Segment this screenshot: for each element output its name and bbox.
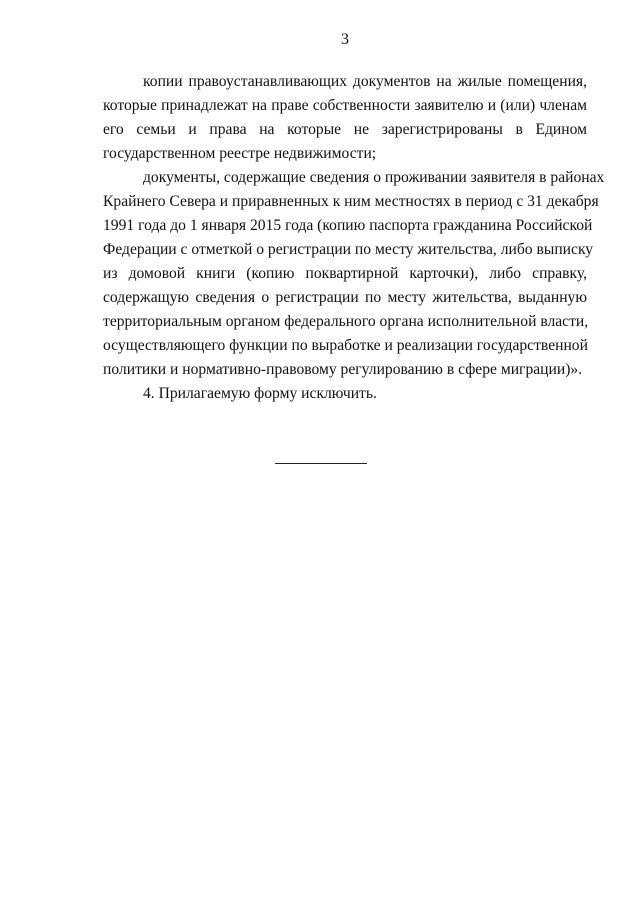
text-line: осуществляющего функции по выработке и реализации государственной [103,337,588,354]
text-line: территориальным органом федерального органа исполнительной власти, [103,313,589,330]
paragraph-1 [103,70,587,166]
text-line: 1991 года до 1 января 2015 года (копию паспорта гражданина Российской [103,217,593,234]
text-line: Федерации с отметкой о регистрации по месту жительства, либо выписку [103,241,594,258]
text-line: документы, содержащие сведения о проживании заявителя в районах [143,169,605,186]
text-line: 4. Прилагаемую форму исключить. [143,385,377,402]
document-body [103,70,605,406]
text-line: из домовой книги (копию поквартирной карточки), либо справку, [103,265,587,282]
closing-divider [275,463,367,464]
text-line: его семьи и права на которые не зарегистрированы в Едином [103,121,587,138]
text-line: копии правоустанавливающих документов на жилые помещения, [143,73,587,90]
text-line: политики и нормативно-правовому регулированию в сфере миграции)». [103,361,583,378]
page-number: 3 [341,31,349,48]
paragraph-2 [103,166,605,382]
text-line: государственном реестре недвижимости; [103,145,377,162]
paragraph-3 [103,382,587,406]
text-line: содержащую сведения о регистрации по месту жительства, выданную [103,289,587,306]
text-line: Крайнего Севера и приравненных к ним местностях в период с 31 декабря [103,193,599,210]
text-line: которые принадлежат на праве собственности заявителю и (или) членам [103,97,587,114]
